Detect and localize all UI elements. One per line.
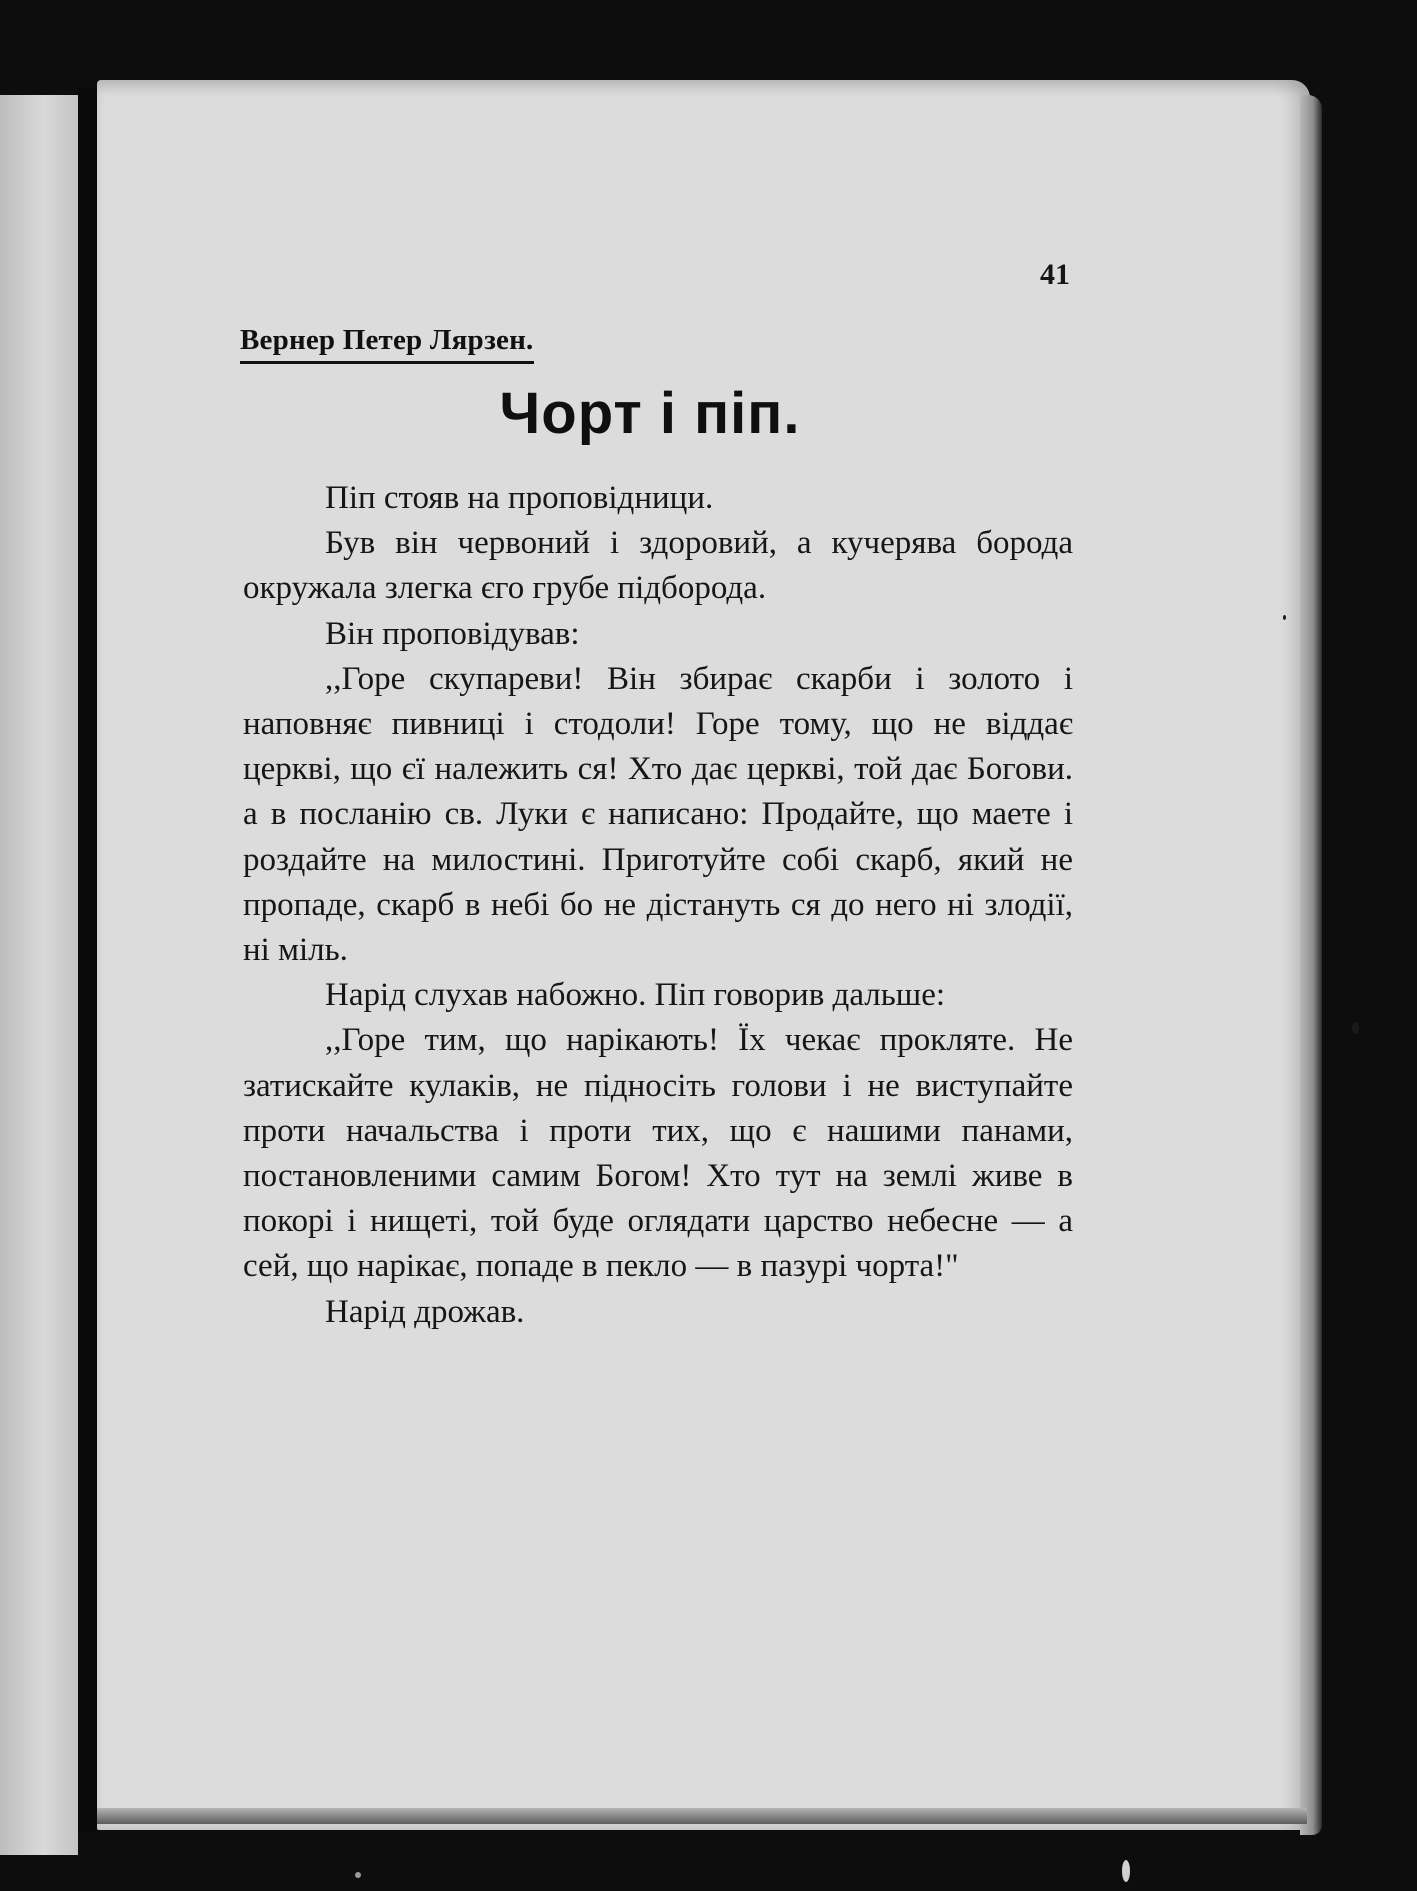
- scan-speck: [1352, 1022, 1359, 1034]
- paragraph: Піп стояв на проповідници.: [325, 480, 714, 516]
- paragraph: ,,Горе скупареви! Він збирає скарби і золото і наповняє пивниці і стодоли! Горе тому, що не віддає церкві, що єї належить ся! Хто дає церкві, той дає Богови. а в посланію св. Луки є написано: Продайте, що маете і роздайте на милостині. Приготуйте собі скарб, який не пропаде, скарб в небі бо не дістануть ся до него ні злодії, ні міль.: [243, 660, 1073, 969]
- paragraph: Він проповідував:: [325, 615, 580, 652]
- paragraph: ,,Горе тим, що нарікають! Їх чекає прокляте. Не затискайте кулаків, не підносіть голови і не виступайте проти начальства і проти тих, що є нашими панами, постановленими самим Богом! Хто тут на землі живе в покорі і нищеті, той буде оглядати царство небесне — а сей, що нарікає, попаде в пекло — в пазурі чорта!": [243, 1022, 1073, 1285]
- scan-speck: [1122, 1860, 1130, 1882]
- scan-speck: [355, 1872, 361, 1878]
- story-title: Чорт і піп.: [499, 381, 801, 446]
- scan-speck: [1283, 615, 1286, 620]
- paragraph: Нарід слухав набожно. Піп говорив дальше:: [325, 977, 946, 1014]
- paragraph: Нарід дрожав.: [325, 1293, 525, 1330]
- page-fore-edge: [1300, 95, 1322, 1835]
- page-number: 41: [1040, 258, 1070, 291]
- story-body: [243, 476, 1073, 1335]
- author-name: Вернер Петер Лярзен.: [240, 324, 534, 364]
- page-bottom-edge: [97, 1808, 1307, 1824]
- previous-page-edge: [0, 95, 78, 1855]
- book-spine: [78, 88, 98, 1833]
- paragraph: Був він червоний і здоровий, а кучерява борода окружала злегка єго грубе підборода.: [243, 525, 1073, 607]
